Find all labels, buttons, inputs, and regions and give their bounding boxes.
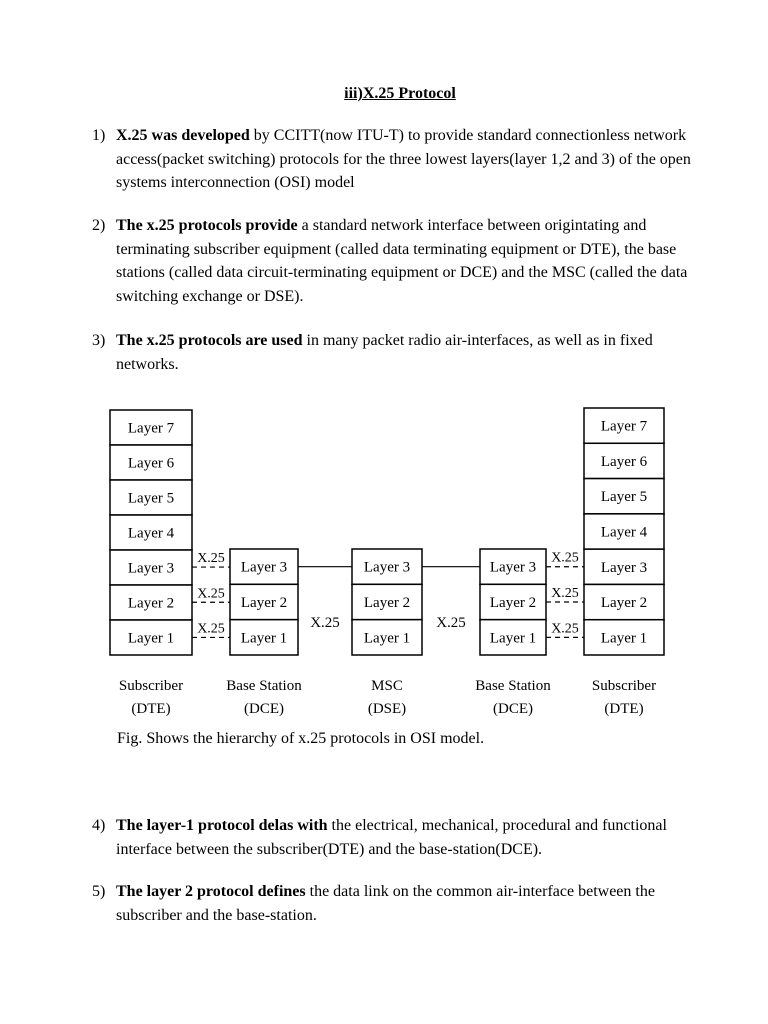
link-label: X.25 — [551, 586, 579, 602]
item-number: 2) — [92, 217, 106, 234]
node-name: Subscriber — [591, 678, 657, 694]
page-heading: iii)X.25 Protocol — [344, 85, 456, 102]
node-name: Subscriber — [118, 678, 184, 694]
link-label: X.25 — [197, 551, 225, 567]
item-body: the electrical, mechanical, procedural and functional interface between the subscriber(DTE) and the base-station(DCE). — [116, 817, 667, 858]
layer-label: Layer 3 — [600, 559, 648, 576]
layer-label: Layer 3 — [489, 559, 537, 576]
item-number: 5) — [92, 883, 106, 900]
layer-label: Layer 6 — [127, 455, 175, 472]
layer-label: Layer 7 — [600, 418, 648, 435]
layer-label: Layer 1 — [127, 630, 175, 647]
layer-label: Layer 3 — [363, 559, 411, 576]
item-text — [116, 880, 691, 927]
layer-label: Layer 1 — [363, 630, 411, 647]
item-body: by CCITT(now ITU-T) to provide standard connectionless network access(packet switching) protocols for the three lowest layers(layer 1,2 and 3) of the open systems interconnection (OSI) model — [116, 127, 691, 191]
layer-label: Layer 7 — [127, 420, 175, 437]
item-lead: The x.25 protocols provide — [116, 217, 298, 234]
layer-label: Layer 1 — [240, 630, 288, 647]
item-text — [116, 814, 691, 861]
node-name: Base Station — [475, 678, 551, 694]
layer-label: Layer 2 — [600, 595, 648, 612]
layer-label: Layer 4 — [600, 524, 648, 541]
item-lead: The layer-1 protocol delas with — [116, 817, 328, 834]
link-label: X.25 — [551, 621, 579, 637]
item-lead: The layer 2 protocol defines — [116, 883, 306, 900]
item-body: a standard network interface between origintating and terminating subscriber equipment (called data terminating equipment or DTE), the base stations (called data circuit-terminating equipment or DCE) and the MSC (called the data switching exchange or DSE). — [116, 217, 688, 305]
layer-label: Layer 4 — [127, 525, 175, 542]
node-role: (DTE) — [604, 701, 644, 717]
layer-label: Layer 3 — [240, 559, 288, 576]
link-label: X.25 — [551, 550, 579, 566]
node-name: MSC — [371, 678, 403, 694]
item-body: the data link on the common air-interface between the subscriber and the base-station. — [116, 883, 655, 924]
item-number: 4) — [92, 817, 106, 834]
item-lead: The x.25 protocols are used — [116, 332, 303, 349]
node-name: Base Station — [226, 678, 302, 694]
layer-label: Layer 3 — [127, 560, 175, 577]
layer-label: Layer 2 — [127, 595, 175, 612]
layer-label: Layer 5 — [127, 490, 175, 507]
item-number: 1) — [92, 127, 106, 144]
item-body: in many packet radio air-interfaces, as well as in fixed networks. — [116, 332, 653, 373]
layer-label: Layer 5 — [600, 489, 648, 506]
layer-label: Layer 2 — [489, 595, 537, 611]
layer-label: Layer 6 — [600, 453, 648, 470]
node-role: (DTE) — [131, 701, 171, 717]
link-label: X.25 — [436, 615, 466, 631]
item-number: 3) — [92, 332, 106, 349]
item-lead: X.25 was developed — [116, 127, 250, 144]
node-role: (DSE) — [367, 701, 407, 717]
layer-label: Layer 1 — [489, 630, 537, 647]
layer-label: Layer 1 — [600, 630, 648, 647]
node-role: (DCE) — [244, 701, 284, 717]
link-label: X.25 — [197, 586, 225, 602]
figure-caption: Fig. Shows the hierarchy of x.25 protocols in OSI model. — [117, 730, 485, 747]
link-label: X.25 — [197, 621, 225, 637]
node-role: (DCE) — [493, 701, 533, 717]
layer-label: Layer 2 — [240, 595, 288, 611]
link-label: X.25 — [310, 615, 340, 631]
layer-label: Layer 2 — [363, 595, 411, 611]
